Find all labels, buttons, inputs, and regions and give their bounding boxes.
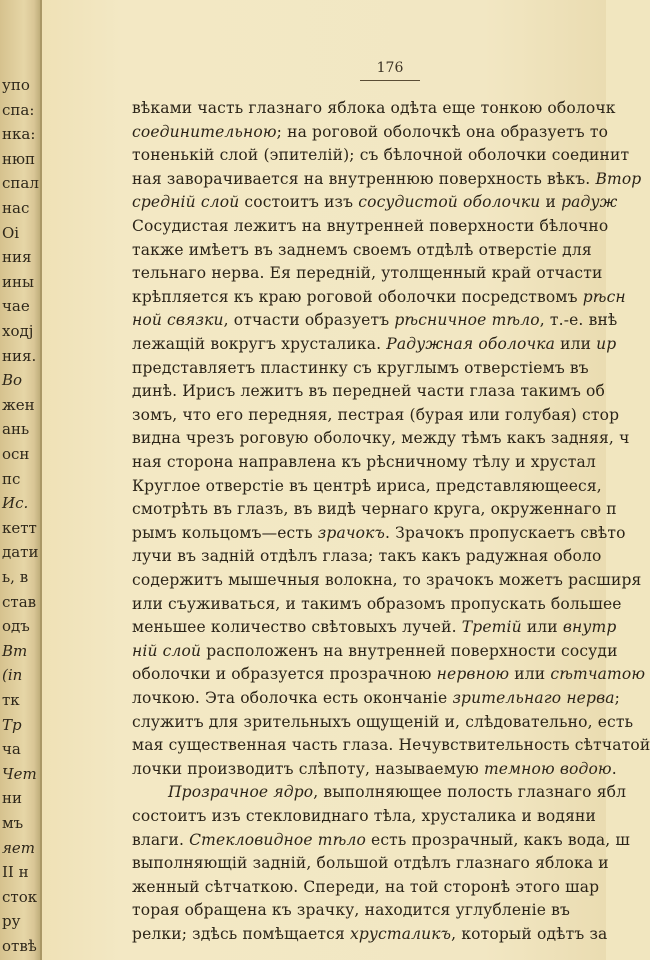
gutter-line: ния [2, 248, 32, 267]
gutter-line: ань [2, 420, 30, 439]
text-segment: оболочки и образуется прозрачною [132, 665, 437, 684]
gutter-line: осн [2, 445, 30, 463]
text-segment: также имѣетъ въ заднемъ своемъ отдѣлѣ отверстіе для [132, 240, 592, 259]
text-segment: или [509, 665, 551, 684]
gutter-line: нас [2, 199, 30, 217]
gutter-line: ь, в [2, 568, 29, 586]
gutter-line: отвѣ [2, 937, 37, 955]
gutter-line: (іп [2, 666, 23, 685]
text-line [132, 779, 627, 805]
italic-term: средній слой [132, 193, 240, 212]
italic-term: рѣсн [582, 287, 626, 306]
text-segment: ; на роговой оболочкѣ она образуетъ то [276, 122, 609, 141]
gutter-line: мъ [2, 814, 24, 832]
text-line [132, 850, 609, 876]
italic-term: Третій [461, 618, 522, 637]
gutter-line: ча [2, 740, 21, 759]
text-segment: релки; здѣсь помѣщается [132, 925, 350, 943]
text-line [132, 284, 626, 310]
italic-term: Прозрачное ядро [168, 783, 314, 802]
text-segment: , отчасти образуетъ [223, 311, 395, 330]
gutter-line: став [2, 592, 37, 611]
text-line [132, 732, 650, 758]
text-line [132, 661, 646, 687]
text-segment: расположенъ на внутренней поверхности сосуди [201, 641, 618, 660]
text-segment: , который одѣтъ за [451, 925, 608, 943]
text-segment: ная сторона направлена къ рѣсничному тѣлу и хрустал [132, 453, 596, 471]
gutter-line: ру [2, 912, 21, 931]
text-line [132, 874, 606, 900]
gutter-line: Вт [2, 641, 28, 660]
gutter-line: ины [2, 272, 34, 291]
text-line [132, 543, 606, 569]
italic-term: внутр [562, 618, 617, 637]
gutter-line: Чет [2, 764, 37, 783]
italic-term: рѣсничное тѣло [394, 311, 540, 330]
text-line [132, 709, 634, 735]
text-segment: лучи въ задній отдѣлъ глаза; такъ какъ радужная оболо [132, 547, 602, 566]
text-line [132, 827, 630, 853]
text-line [132, 378, 606, 404]
text-segment: есть прозрачный, какъ вода, ш [365, 830, 630, 849]
text-segment: . Зрачокъ пропускаетъ свѣто [385, 523, 626, 542]
italic-term: Стекловидное тѣло [189, 830, 366, 849]
text-line [132, 520, 626, 546]
text-line [132, 213, 609, 239]
text-segment: , выполняющее полость глазнаго ябл [313, 783, 627, 802]
gutter-line: одъ [2, 617, 30, 636]
text-segment: или [555, 335, 597, 353]
text-line [132, 591, 622, 617]
text-segment: , т.-е. внѣ [539, 311, 618, 330]
text-segment: крѣпляется къ краю роговой оболочки посредствомъ [132, 287, 583, 306]
text-line [132, 567, 642, 593]
text-line [132, 355, 606, 381]
italic-term: сосудистой оболочки [358, 193, 541, 212]
italic-term: темною водою [483, 759, 612, 778]
text-segment: тельнаго нерва. Ея передній, утолщенный край отчасти [132, 264, 603, 283]
italic-term: ир [596, 335, 617, 353]
italic-term: сѣтчатою [550, 665, 646, 684]
text-segment: лежащій вокругъ хрусталика. [132, 335, 387, 353]
text-segment: меньшее количество свѣтовыхъ лучей. [132, 618, 462, 637]
text-segment: представляетъ пластинку съ круглымъ отверстіемъ въ [132, 358, 589, 377]
gutter-line: яет [2, 838, 36, 857]
text-segment: состоитъ изъ [239, 193, 359, 212]
gutter-line: Ис. [2, 494, 29, 513]
text-segment: вѣками часть глазнаго яблока одѣта еще тонкою оболочк [132, 99, 616, 117]
text-segment: содержитъ мышечныя волокна, то зрачокъ можетъ расширя [132, 571, 642, 589]
gutter-line: спал [2, 174, 39, 193]
italic-term: зрачокъ [317, 523, 386, 542]
italic-term: радуж [561, 193, 618, 212]
italic-term: зрительнаго нерва [452, 689, 615, 707]
gutter-line: II н [2, 863, 29, 882]
text-segment: ; [614, 689, 621, 707]
text-segment: . [611, 759, 617, 778]
text-line [132, 897, 606, 923]
text-segment: торая обращена къ зрачку, находится углубленіе въ [132, 901, 571, 920]
gutter-line: сток [2, 887, 38, 906]
text-segment: выполняющій задній, большой отдѣлъ глазнаго яблока и [132, 854, 609, 873]
italic-term: ній слой [132, 641, 202, 660]
text-segment: или [521, 618, 563, 637]
gutter-line: ни [2, 789, 22, 808]
gutter-line: тк [2, 691, 20, 709]
text-line [132, 803, 606, 829]
text-segment: мая существенная часть глаза. Нечувствительность сѣтчатой [132, 736, 650, 755]
text-segment: лочки производитъ слѣпоту, называемую [132, 759, 484, 778]
text-segment: Сосудистая лежитъ на внутренней поверхности бѣлочно [132, 217, 609, 235]
text-line [132, 331, 617, 357]
text-line [132, 756, 617, 782]
gutter-line: Во [2, 371, 23, 390]
text-line [132, 166, 642, 192]
text-line [132, 685, 621, 711]
text-line [132, 614, 617, 640]
italic-term: хрусталикъ [349, 925, 452, 943]
text-segment: и [540, 193, 562, 212]
gutter-line: ходј [2, 322, 34, 340]
gutter-line: упо [2, 76, 30, 94]
gutter-line: Оі [2, 223, 20, 242]
gutter-line: нка: [2, 125, 36, 144]
italic-term: нервною [436, 665, 510, 684]
text-segment: видна чрезъ роговую оболочку, между тѣмъ какъ задняя, ч [132, 429, 630, 448]
text-line [132, 921, 606, 947]
gutter-line: жен [2, 395, 35, 414]
facing-page-edge [0, 0, 42, 960]
text-segment: рымъ кольцомъ—есть [132, 523, 318, 542]
text-line [132, 307, 618, 333]
gutter-line: кетт [2, 518, 37, 537]
text-line [132, 95, 616, 121]
gutter-line: чае [2, 297, 30, 316]
text-segment: динѣ. Ирисъ лежитъ въ передней части глаза такимъ об [132, 382, 606, 401]
text-line [132, 496, 617, 522]
text-line [132, 473, 606, 499]
text-line [132, 119, 609, 145]
text-line [132, 425, 630, 451]
page-number: 176 [360, 60, 420, 81]
text-line [132, 449, 606, 475]
text-segment: Круглое отверстіе въ центрѣ ириса, представляющееся, [132, 476, 602, 495]
text-segment: лочкою. Эта оболочка есть окончаніе [132, 689, 453, 707]
text-segment: ная заворачивается на внутреннюю поверхность вѣкъ. [132, 169, 596, 188]
gutter-line: дати [2, 543, 39, 562]
italic-term: ной связки [132, 311, 224, 330]
gutter-line: ния. [2, 346, 37, 365]
text-segment: смотрѣть въ глазъ, въ видѣ чернаго круга, окруженнаго п [132, 500, 617, 519]
text-segment: тоненькій слой (эпителій); съ бѣлочной оболочки соединит [132, 146, 630, 165]
italic-term: Втор [595, 169, 642, 188]
gutter-line: нюп [2, 149, 36, 168]
text-line [132, 638, 618, 664]
text-segment: влаги. [132, 830, 190, 849]
text-line [132, 189, 618, 215]
text-line [132, 402, 620, 428]
text-segment: или съуживаться, и такимъ образомъ пропускать большее [132, 594, 622, 613]
gutter-line: пс [2, 469, 21, 488]
text-line [132, 260, 606, 286]
gutter-line: спа: [2, 100, 35, 119]
italic-term: Радужная оболочка [386, 335, 556, 353]
gutter-line: Тр [2, 715, 22, 734]
italic-term: соединительною [132, 122, 277, 141]
text-line [132, 142, 630, 168]
text-line [132, 237, 606, 263]
text-segment: состоитъ изъ стекловиднаго тѣла, хрусталика и водяни [132, 807, 596, 825]
text-segment: женный сѣтчаткою. Спереди, на той сторонѣ этого шар [132, 877, 600, 896]
text-segment: служитъ для зрительныхъ ощущеній и, слѣдовательно, есть [132, 712, 634, 731]
text-segment: зомъ, что его передняя, пестрая (бурая или голубая) стор [132, 405, 620, 424]
